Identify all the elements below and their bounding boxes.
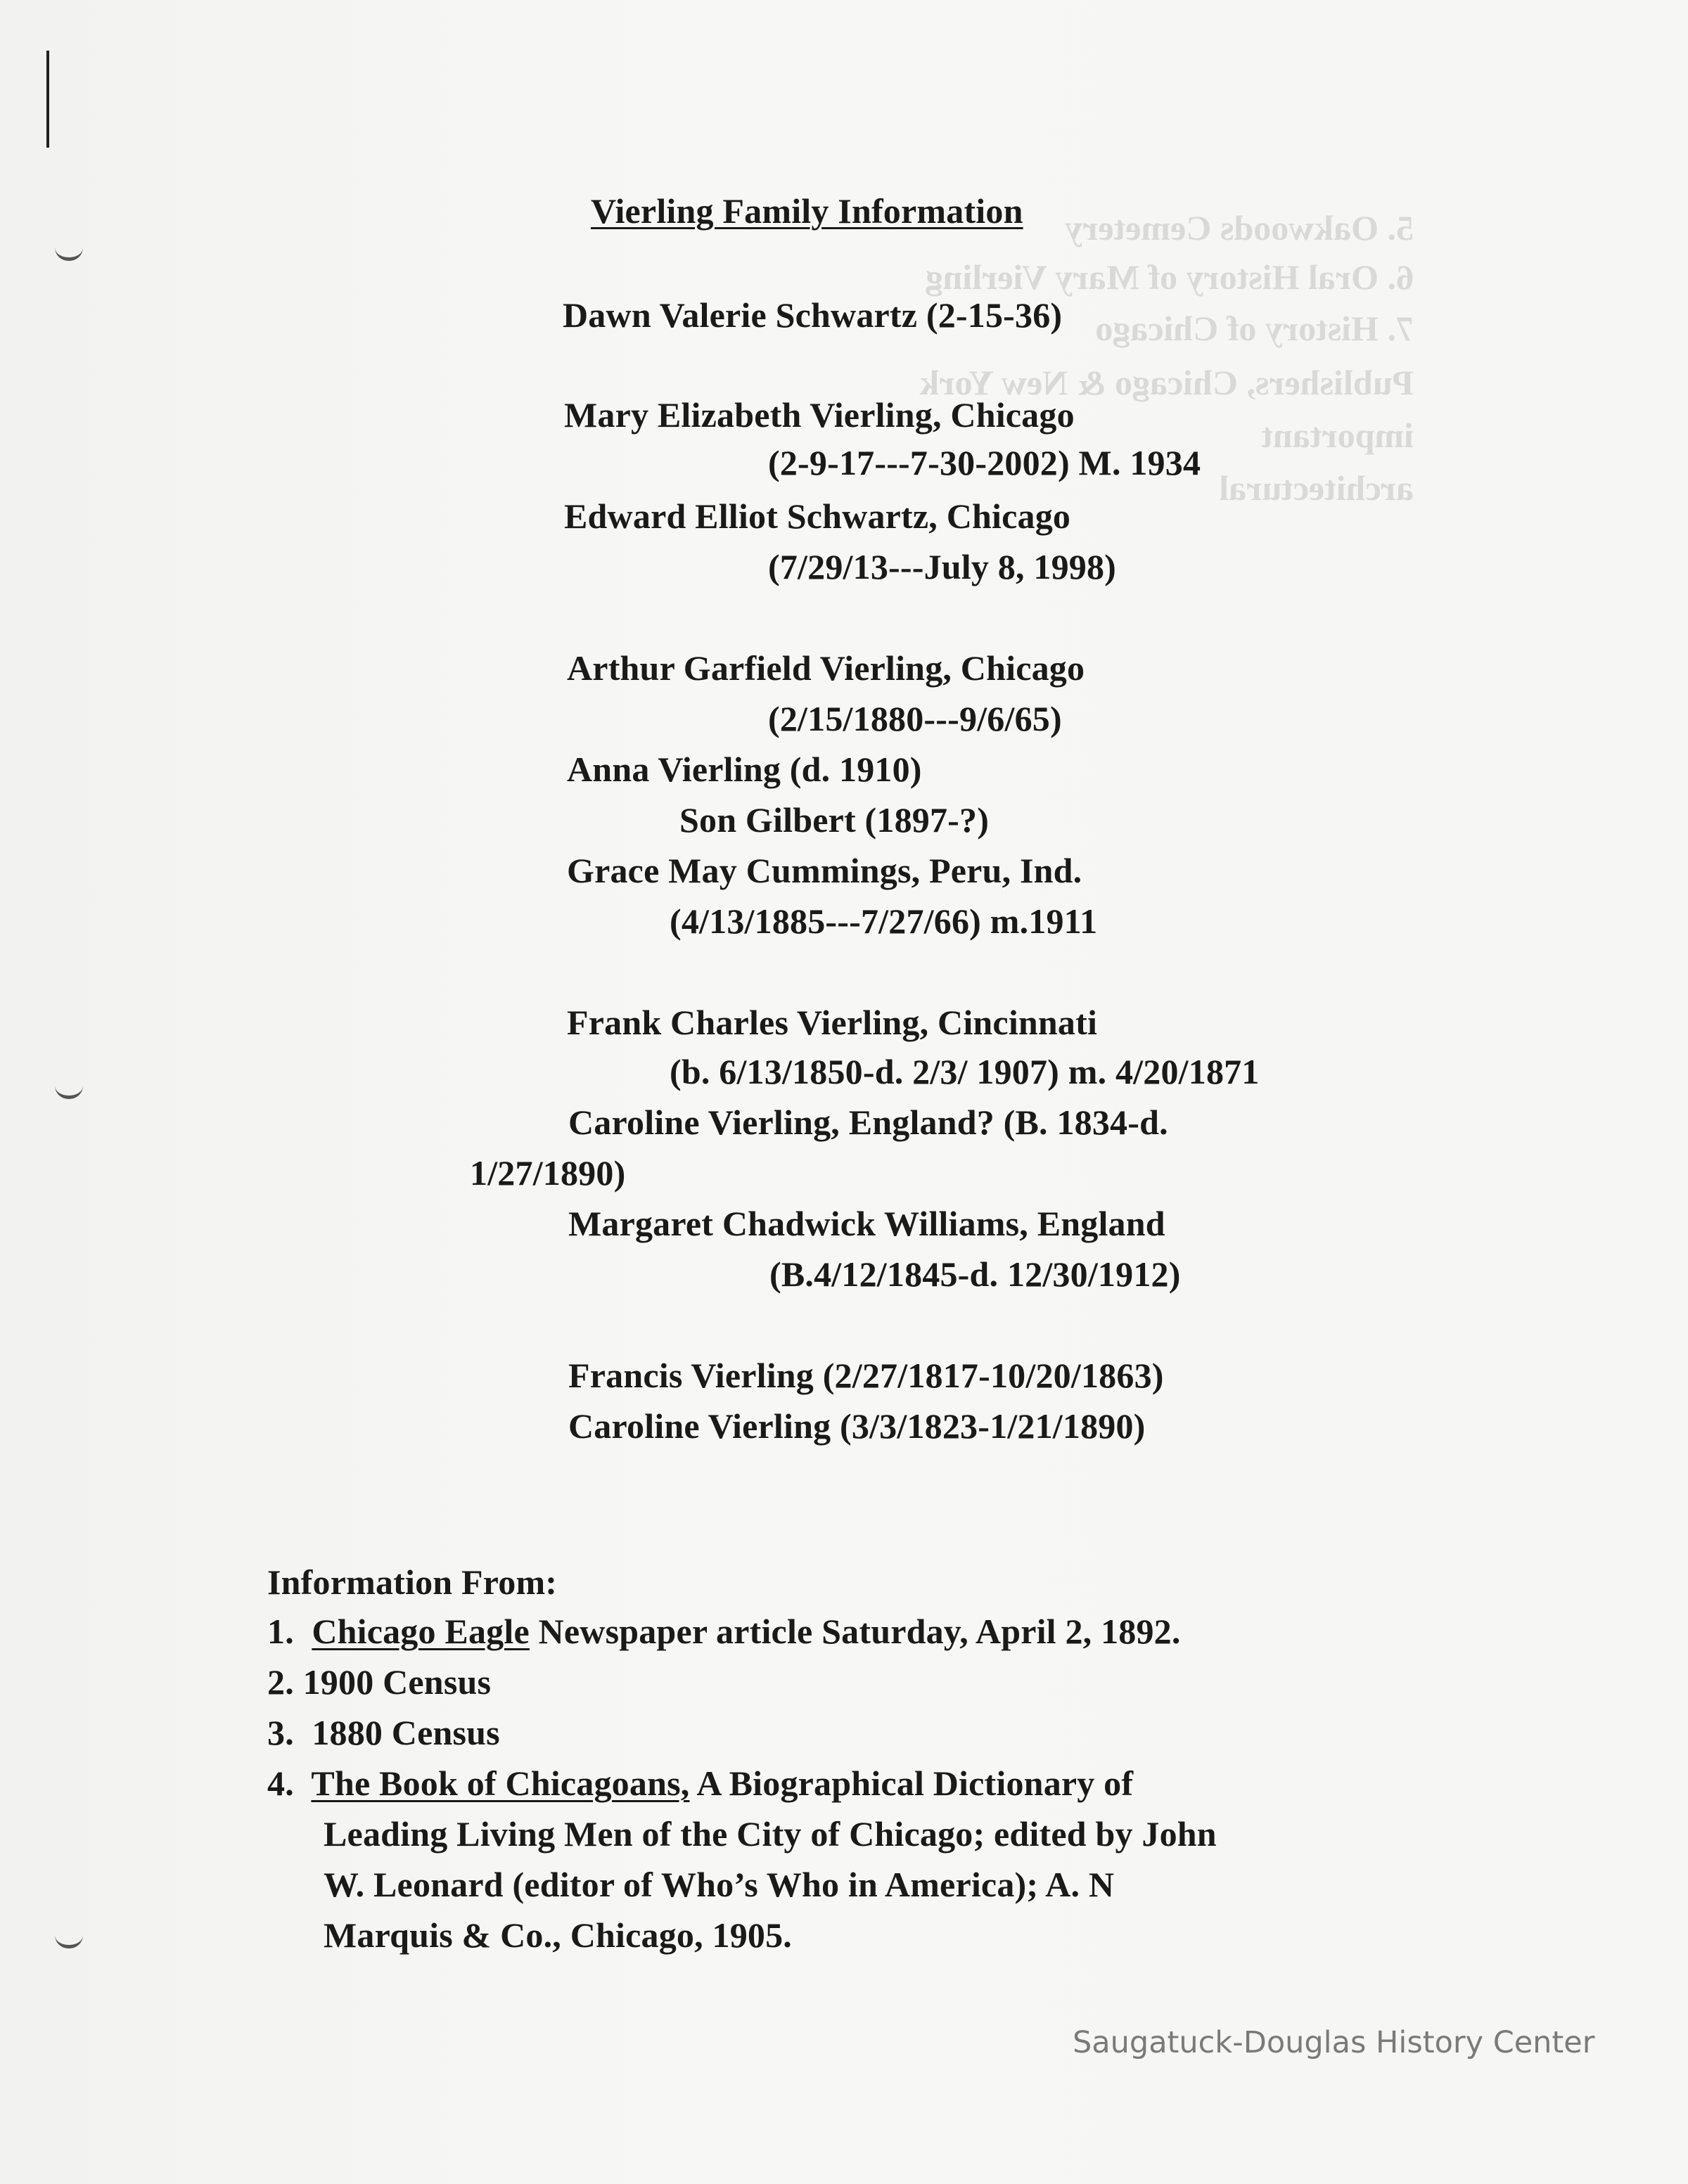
entry-caroline-vierling: Caroline Vierling (3/3/1823-1/21/1890): [568, 1406, 1146, 1446]
hole-punch-mark: [55, 1935, 83, 1948]
show-through-text: Publishers, Chicago & New York: [919, 363, 1414, 402]
show-through-text: 6. Oral History of Mary Vierling: [925, 257, 1414, 297]
margin-line: [46, 51, 49, 148]
source-number: 1.: [267, 1612, 294, 1651]
sources-heading: Information From:: [267, 1562, 558, 1602]
source-item-4-cont: W. Leonard (editor of Who’s Who in America); A. N: [324, 1865, 1115, 1904]
entry-francis-vierling: Francis Vierling (2/27/1817-10/20/1863): [568, 1356, 1164, 1395]
show-through-text: 7. History of Chicago: [1095, 309, 1414, 348]
entry-arthur-vierling-dates: (2/15/1880---9/6/65): [768, 699, 1062, 738]
source-title: Chicago Eagle: [312, 1612, 530, 1651]
source-item-4-cont: Marquis & Co., Chicago, 1905.: [324, 1915, 793, 1955]
page-title: Vierling Family Information: [591, 191, 1023, 231]
entry-edward-schwartz: Edward Elliot Schwartz, Chicago: [564, 496, 1071, 536]
source-number: 4.: [267, 1764, 294, 1803]
watermark: Saugatuck-Douglas History Center: [1073, 2025, 1595, 2060]
source-item-2: [267, 1661, 491, 1703]
source-text: 1880 Census: [312, 1713, 500, 1752]
source-item-1: [267, 1610, 1181, 1652]
entry-mary-vierling-dates: (2-9-17---7-30-2002) M. 1934: [768, 443, 1201, 482]
entry-dawn-schwartz: Dawn Valerie Schwartz (2-15-36): [563, 295, 1063, 335]
entry-anna-vierling: Anna Vierling (d. 1910): [567, 750, 922, 789]
source-text: Newspaper article Saturday, April 2, 1892.: [529, 1612, 1181, 1651]
source-item-4: [267, 1762, 1133, 1804]
entry-son-gilbert: Son Gilbert (1897-?): [679, 800, 990, 840]
hole-punch-mark: [55, 1086, 83, 1099]
entry-arthur-vierling: Arthur Garfield Vierling, Chicago: [567, 648, 1085, 688]
entry-grace-cummings: Grace May Cummings, Peru, Ind.: [567, 851, 1082, 890]
source-item-4-cont: Leading Living Men of the City of Chicago; edited by John: [324, 1814, 1217, 1854]
source-text: A Biographical Dictionary of: [689, 1764, 1134, 1803]
entry-margaret-williams: Margaret Chadwick Williams, England: [568, 1204, 1165, 1243]
source-title: The Book of Chicagoans,: [311, 1764, 690, 1803]
source-number: 3.: [267, 1713, 294, 1752]
show-through-text: architectural: [1219, 468, 1414, 508]
entry-mary-vierling: Mary Elizabeth Vierling, Chicago: [564, 395, 1075, 435]
entry-grace-cummings-dates: (4/13/1885---7/27/66) m.1911: [670, 901, 1098, 941]
source-number: 2.: [267, 1662, 294, 1702]
entry-frank-vierling-dates: (b. 6/13/1850-d. 2/3/ 1907) m. 4/20/1871: [670, 1052, 1260, 1091]
show-through-text: important: [1261, 416, 1414, 455]
source-text: 1900 Census: [302, 1662, 492, 1702]
entry-edward-schwartz-dates: (7/29/13---July 8, 1998): [768, 547, 1117, 586]
hole-punch-mark: [55, 248, 83, 261]
entry-caroline-vierling-england-cont: 1/27/1890): [470, 1153, 626, 1193]
source-item-3: [267, 1711, 500, 1754]
entry-margaret-williams-dates: (B.4/12/1845-d. 12/30/1912): [769, 1254, 1181, 1294]
entry-frank-vierling: Frank Charles Vierling, Cincinnati: [567, 1003, 1098, 1042]
entry-caroline-vierling-england: Caroline Vierling, England? (B. 1834-d.: [568, 1103, 1168, 1142]
show-through-text: 5. Oakwoods Cemetery: [1065, 208, 1414, 248]
